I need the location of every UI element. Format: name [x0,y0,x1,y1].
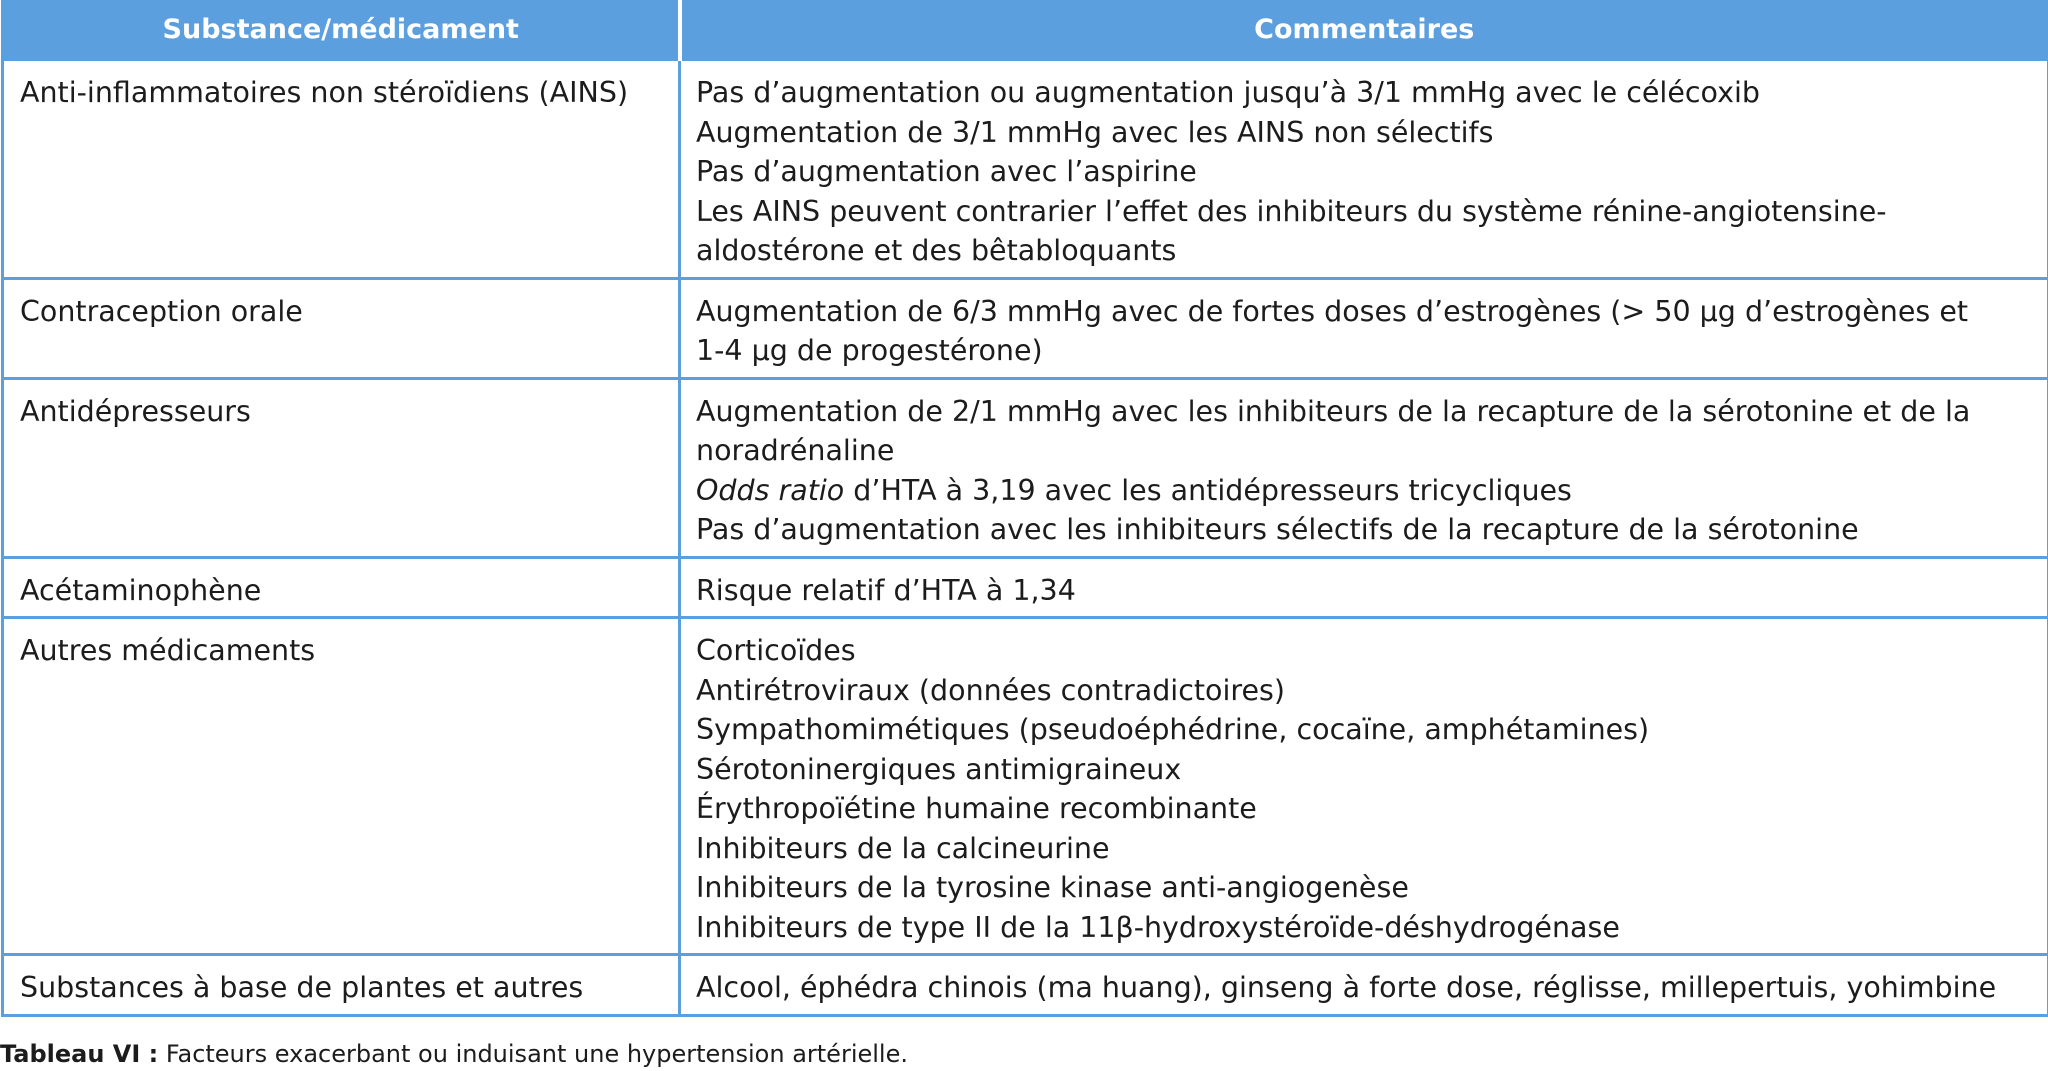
comments-cell [680,955,2048,1016]
table-row [3,60,2048,279]
table-row [3,278,2048,378]
table-row [3,618,2048,955]
comments-cell [680,60,2048,279]
table-header-row [3,0,2048,60]
table-row [3,955,2048,1016]
odds-ratio-italic: Odds ratio [696,473,845,507]
comment-line: Pas d’augmentation avec les inhibiteurs sélectifs de la recapture de la sérotonine [696,513,1859,546]
comment-line: Sérotoninergiques antimigraineux [696,752,1182,786]
comment-line: Érythropoïétine humaine recombinante [696,792,1257,825]
substance-cell: Anti-inflammatoires non stéroïdiens (AINS) [3,60,680,279]
comment-line: Risque relatif d’HTA à 1,34 [696,573,1076,607]
table-caption [0,1040,908,1068]
comment-line: Augmentation de 3/1 mmHg avec les AINS non sélectifs [696,115,1494,149]
comments-cell [680,278,2048,378]
caption-text: Facteurs exacerbant ou induisant une hypertension artérielle. [158,1040,908,1068]
substance-cell: Acétaminophène [3,557,680,618]
comment-line: Pas d’augmentation ou augmentation jusqu’à 3/1 mmHg avec le célécoxib [696,76,1760,109]
substance-cell: Antidépresseurs [3,378,680,557]
comment-line: 1-4 µg de progestérone) [696,334,1043,367]
comment-line: Inhibiteurs de la calcineurine [696,831,1110,865]
header-comments: Commentaires [680,0,2048,60]
comments-cell [680,618,2048,955]
drug-table [1,0,2048,1017]
comment-line: Augmentation de 2/1 mmHg avec les inhibiteurs de la recapture de la sérotonine et de la [696,394,1971,428]
comment-line: Les AINS peuvent contrarier l’effet des inhibiteurs du système rénine-angiotensine- [696,194,1887,228]
header-substance: Substance/médicament [3,0,680,60]
comment-line: Inhibiteurs de type II de la 11β-hydroxystéroïde-déshydrogénase [696,910,1620,944]
comment-line: aldostérone et des bêtabloquants [696,234,1177,267]
odds-ratio-rest: d’HTA à 3,19 avec les antidépresseurs tricycliques [844,473,1572,507]
comment-line: Corticoïdes [696,634,856,667]
caption-label: Tableau VI : [0,1040,159,1068]
comments-cell [680,378,2048,557]
comment-line: Pas d’augmentation avec l’aspirine [696,155,1197,188]
comment-line: noradrénaline [696,434,895,467]
substance-cell: Autres médicaments [3,618,680,955]
substance-cell: Contraception orale [3,278,680,378]
comment-line: Antirétroviraux (données contradictoires) [696,673,1286,707]
comment-line: Inhibiteurs de la tyrosine kinase anti-angiogenèse [696,871,1409,904]
substance-cell: Substances à base de plantes et autres [3,955,680,1016]
comment-line: Augmentation de 6/3 mmHg avec de fortes doses d’estrogènes (> 50 µg d’estrogènes et [696,294,1969,328]
table-row [3,378,2048,557]
table-row [3,557,2048,618]
comment-line: Sympathomimétiques (pseudoéphédrine, cocaïne, amphétamines) [696,713,1650,746]
comment-line: Alcool, éphédra chinois (ma huang), ginseng à forte dose, réglisse, millepertuis, yohimbine [696,971,1997,1004]
comment-line [696,471,2033,511]
comments-cell [680,557,2048,618]
